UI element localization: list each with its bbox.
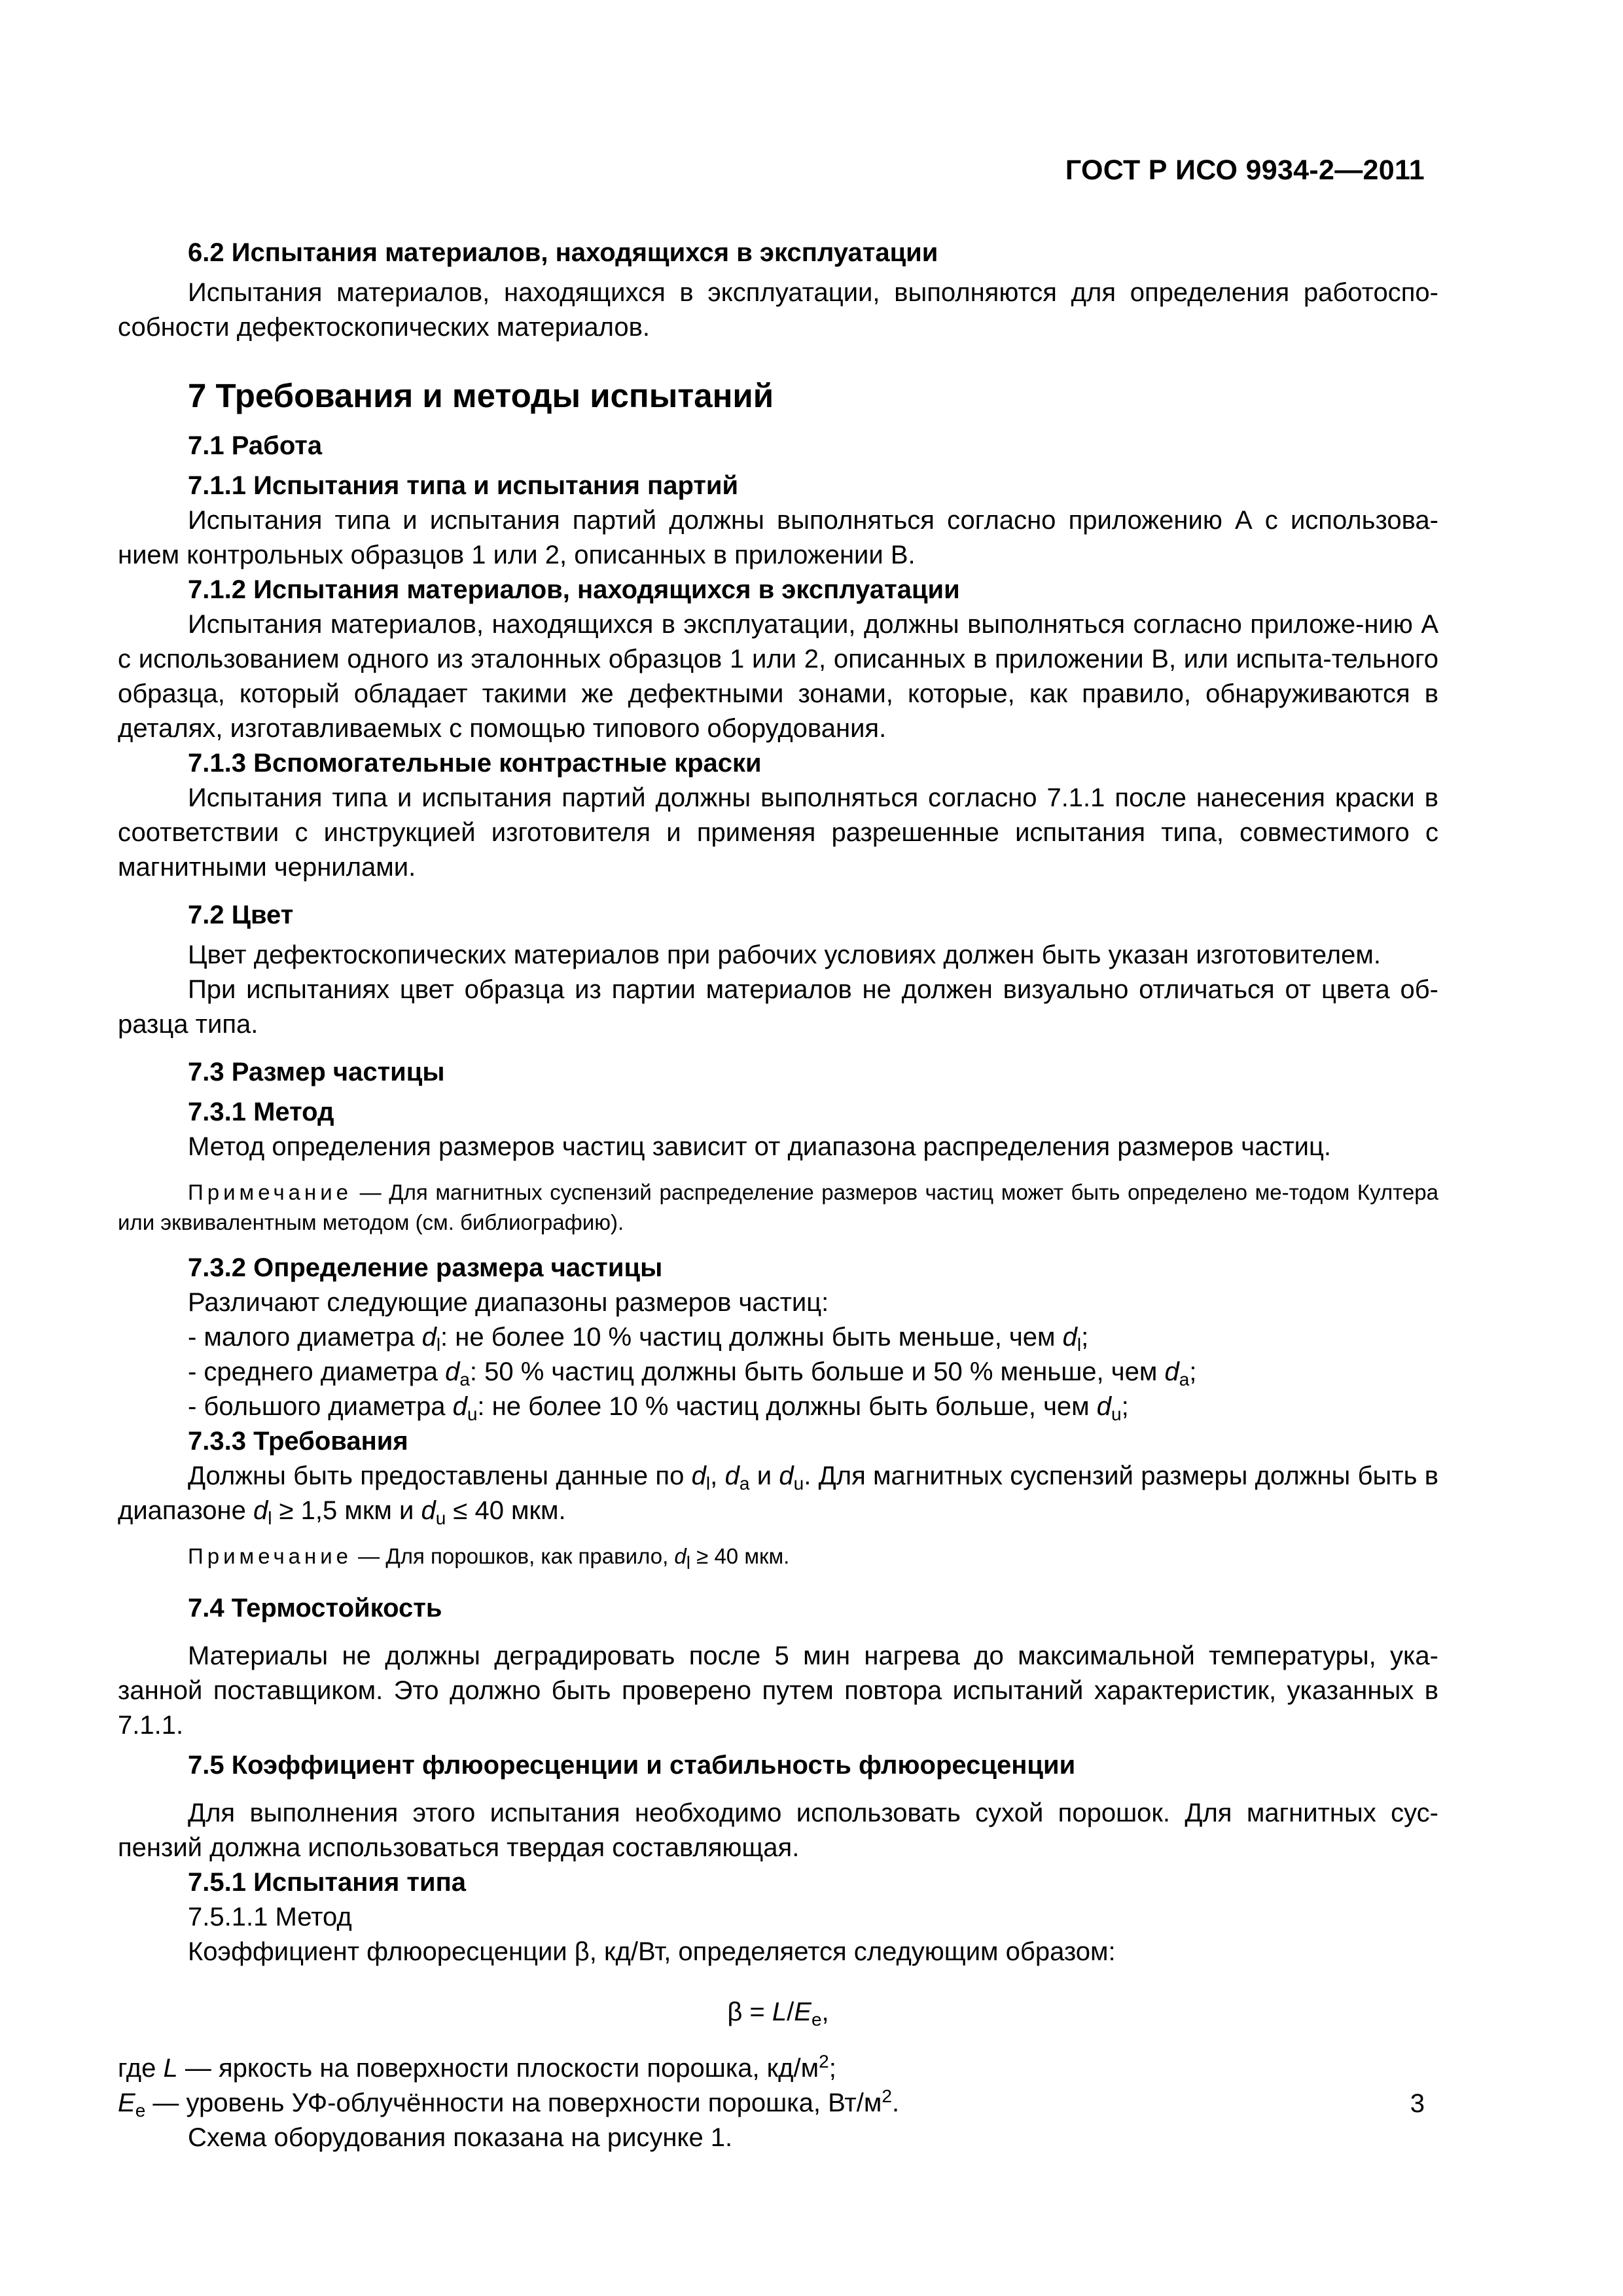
section-7-4-text: Материалы не должны деградировать после 5 мин нагрева до максимальной температуры, ука-занной поставщиком. Это должно быть проверено путем повтора испытаний характеристик, указанных в 7.1.1. (118, 1641, 1438, 1740)
section-7-3-1-text: Метод определения размеров частиц зависит от диапазона распределения размеров частиц. (188, 1132, 1332, 1161)
list-item-small-diameter: - малого диаметра $d_l$: не более 10 % частиц должны быть меньше, чем $d_l$; (188, 1323, 1089, 1355)
section-7-3-1-note (118, 1177, 1438, 1238)
list-item-medium-diameter: - среднего диаметра $d_a$: 50 % частиц должны быть больше и 50 % меньше, чем $d_a$; (188, 1357, 1197, 1390)
section-7-5-title: 7.5 Коэффициент флюоресценции и стабильность флюоресценции (188, 1751, 1076, 1780)
section-7-1-3-text: Испытания типа и испытания партий должны выполняться согласно 7.1.1 после нанесения краски в соответствии с инструкцией изготовителя и применяя разрешенные испытания типа, совместимого с магнитными чернилами. (118, 783, 1438, 882)
section-7-3-2-title: 7.3.2 Определение размера частицы (188, 1253, 663, 1282)
section-7-5-1-title: 7.5.1 Испытания типа (188, 1868, 467, 1897)
section-7-1-2-title: 7.1.2 Испытания материалов, находящихся в эксплуатации (188, 575, 960, 604)
section-7-3-3-text: Должны быть предоставлены данные по $d_l$, $d_a$ и $d_u$. Для магнитных суспензий размеры должны быть в диапазоне $d_l \ge 1,5$ мкм и $d_u \le 40$ мкм. (118, 1462, 1438, 1528)
formula-beta: $\beta = L/E_e$, (727, 1998, 829, 2030)
section-7-1-2-text: Испытания материалов, находящихся в эксплуатации, должны выполняться согласно приложе-нию А с использованием одного из эталонных образцов 1 или 2, описанных в приложении В, или испыта-тельного образца, который обладает такими же дефектными зонами, которые, как правило, обнаруживаются в деталях, изготавливаемых с помощью типового оборудования. (118, 610, 1438, 743)
section-7-3-title: 7.3 Размер частицы (188, 1058, 445, 1086)
section-7-3-1-title: 7.3.1 Метод (188, 1098, 334, 1126)
section-7-1-1-text: Испытания типа и испытания партий должны выполняться согласно приложению А с использова-нием контрольных образцов 1 или 2, описанных в приложении В. (118, 506, 1438, 569)
section-7-title: 7 Требования и методы испытаний (188, 377, 774, 414)
list-item-large-diameter: - большого диаметра $d_u$: не более 10 % частиц должны быть больше, чем $d_u$; (188, 1392, 1129, 1424)
formula-where-E: $E_e$ — уровень УФ-облучённости на поверхности порошка, $Вт/м^2$. (118, 2086, 900, 2121)
section-7-3-3-title: 7.3.3 Требования (188, 1427, 408, 1456)
page-number: 3 (1410, 2089, 1425, 2118)
section-7-5-1-1-title: 7.5.1.1 Метод (188, 1903, 352, 1931)
note-label: Примечание (188, 1544, 353, 1568)
note-text: — Для магнитных суспензий распределение размеров частиц может быть определено ме-тодом Култера или эквивалентным методом (см. библиографию). (118, 1180, 1438, 1234)
section-7-5-text: Для выполнения этого испытания необходимо использовать сухой порошок. Для магнитных сус-пензий должна использоваться твердая составляющая. (118, 1799, 1438, 1862)
section-7-3-2-intro: Различают следующие диапазоны размеров частиц: (188, 1288, 829, 1317)
formula-where-L: где L — яркость на поверхности плоскости порошка, $кд/м^2$; (118, 2051, 836, 2083)
section-7-2-title: 7.2 Цвет (188, 901, 294, 929)
document-body (118, 236, 1438, 2155)
section-7-3-3-note: Примечание — Для порошков, как правило, $d_l \ge 40$ мкм. (188, 1544, 790, 1573)
section-7-1-1-title: 7.1.1 Испытания типа и испытания партий (188, 471, 739, 500)
section-7-1-3-title: 7.1.3 Вспомогательные контрастные краски (188, 749, 762, 778)
section-7-4-title: 7.4 Термостойкость (188, 1594, 442, 1623)
section-6-2-text: Испытания материалов, находящихся в эксплуатации, выполняются для определения работоспо-собности дефектоскопических материалов. (118, 278, 1438, 342)
section-7-2-p1: Цвет дефектоскопических материалов при рабочих условиях должен быть указан изготовителем. (188, 941, 1382, 969)
section-7-5-1-1-text: Коэффициент флюоресценции β, кд/Вт, определяется следующим образом: (188, 1937, 1116, 1966)
section-7-2-p2: При испытаниях цвет образца из партии материалов не должен визуально отличаться от цвета об-разца типа. (118, 975, 1438, 1039)
document-header: ГОСТ Р ИСО 9934-2—2011 (1065, 154, 1425, 186)
section-6-2-title: 6.2 Испытания материалов, находящихся в эксплуатации (188, 238, 938, 267)
scheme-reference: Схема оборудования показана на рисунке 1. (188, 2123, 733, 2152)
note-label: Примечание (188, 1180, 353, 1204)
section-7-1-title: 7.1 Работа (188, 431, 323, 460)
